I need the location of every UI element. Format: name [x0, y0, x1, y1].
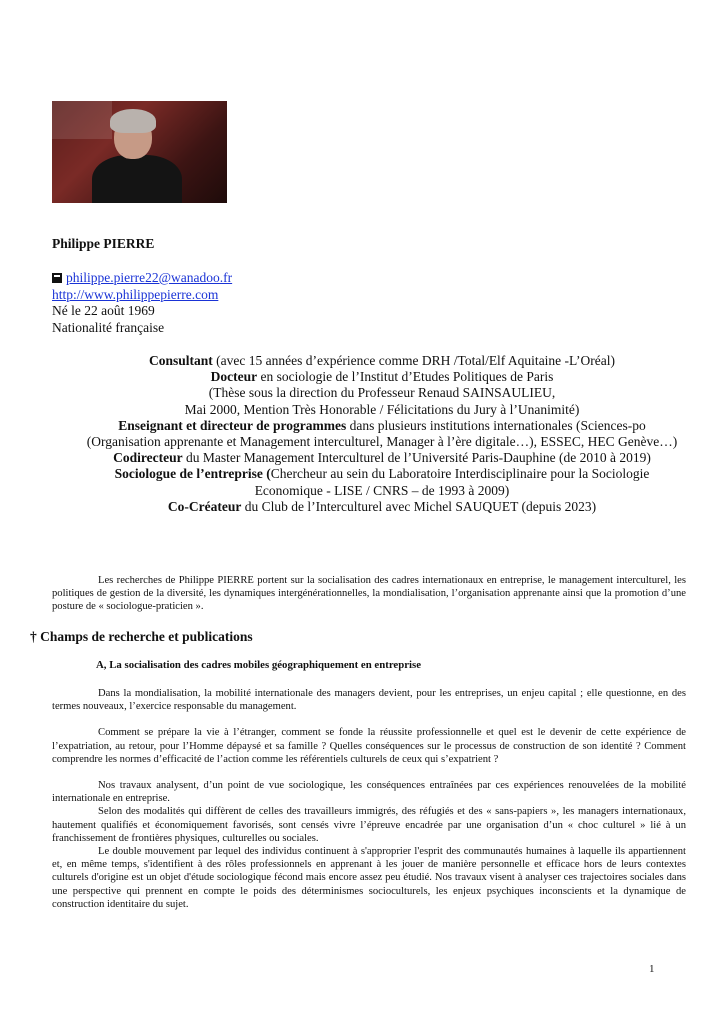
birth-date: Né le 22 août 1969 — [52, 303, 155, 318]
intro-paragraph: Les recherches de Philippe PIERRE portent sur la socialisation des cadres internationaux en entreprise, le management interculturel, les politiques de gestion de la diversité, les dynamiques intergénérationnelles, la mondialisation, l’organisation apprenante ainsi que la promotion d’une posture de « sociologue-praticien ». — [52, 575, 686, 613]
website-link[interactable]: http://www.philippepierre.com — [52, 286, 219, 302]
background-screen — [52, 101, 112, 139]
nationality: Nationalité française — [52, 319, 165, 335]
role-co-createur: Co-Créateur du Club de l’Interculturel avec Michel SAUQUET (depuis 2023) — [167, 498, 597, 514]
paragraph-4: Selon des modalités qui diffèrent de celles des travailleurs immigrés, des réfugiés et des « sans-papiers », les managers internationaux, hautement qualifiés et économiquement favorisés, sont censés vivre l’épreuve encadrée par une organisation d’un « choc culturel » lié à un franchissement de frontières physiques, culturelles ou sociales. — [52, 806, 686, 844]
role-docteur: Docteur en sociologie de l’Institut d’Etudes Politiques de Paris — [210, 369, 554, 385]
portrait-photo — [52, 101, 227, 203]
portrait-hair — [110, 109, 156, 133]
paragraph-5: Le double mouvement par lequel des individus continuent à s'approprier l'esprit des communautés humaines à laquelle ils appartiennent et, en même temps, s'identifient à des rôles professionnels en apprenant à les jouer de manière personnelle et efficace hors de leurs contextes culturels d'origine est un objet d'étude sociologique fécond mais encore assez peu étudié. Nos travaux visent à analyser ces trajectoires sociales dans une perspective qui prennent en compte le poids des déterminismes socioculturels, les enjeux psychiques inconscients et la dynamique de construction identitaire du sujet. — [52, 846, 686, 910]
page-number: 1 — [649, 963, 655, 975]
email-link[interactable]: philippe.pierre22@wanadoo.fr — [66, 270, 233, 285]
section-title: † Champs de recherche et publications — [30, 629, 253, 644]
role-codirecteur: Codirecteur du Master Management Interculturel de l’Université Paris-Dauphine (de 2010 à 2019) — [113, 450, 651, 466]
portrait-body — [92, 155, 182, 203]
thesis-mention: Mai 2000, Mention Très Honorable / Félicitations du Jury à l’Unanimité) — [184, 401, 580, 417]
thesis-director: (Thèse sous la direction du Professeur Renaud SAINSAULIEU, — [208, 385, 556, 401]
role-sociologue: Sociologue de l’entreprise (Chercheur au sein du Laboratoire Interdisciplinaire pour la Sociologie Economique - LISE / CNRS – de 1993 à 2009) — [114, 466, 650, 498]
person-name: Philippe PIERRE — [52, 236, 155, 251]
contact-block — [52, 270, 232, 336]
phone-icon — [52, 273, 62, 283]
role-consultant: Consultant (avec 15 années d’expérience comme DRH /Total/Elf Aquitaine -L’Oréal) — [148, 353, 616, 368]
paragraph-1: Dans la mondialisation, la mobilité internationale des managers devient, pour les entreprises, un enjeu capital ; elle questionne, en des termes nouveaux, l’exercice responsable du management. — [52, 688, 686, 713]
roles-block — [82, 353, 682, 515]
paragraph-2: Comment se prépare la vie à l’étranger, comment se fonde la réussite professionnelle et quel est le devenir de cette expérience de l’expatriation, au retour, pour l’Homme dépaysé et sa famille ? Quelles conséquences sur le processus de construction de son identité ? Comment comprendre les normes d’efficacité de l’action comme les référentiels culturels de ceux qui s’expatrient ? — [52, 727, 686, 765]
body-text — [52, 687, 686, 911]
subsection-title: A, La socialisation des cadres mobiles géographiquement en entreprise — [96, 659, 421, 671]
paragraph-3: Nos travaux analysent, d’un point de vue sociologique, les conséquences entraînées par ces expériences renouvelées de la mobilité internationale en entreprise. — [52, 780, 686, 805]
role-enseignant: Enseignant et directeur de programmes dans plusieurs institutions internationales (Sciences-po (Organisation apprenante et Management interculturel, Manager à l’ère digitale…), ESSEC, HEC Genève…) — [86, 417, 678, 450]
